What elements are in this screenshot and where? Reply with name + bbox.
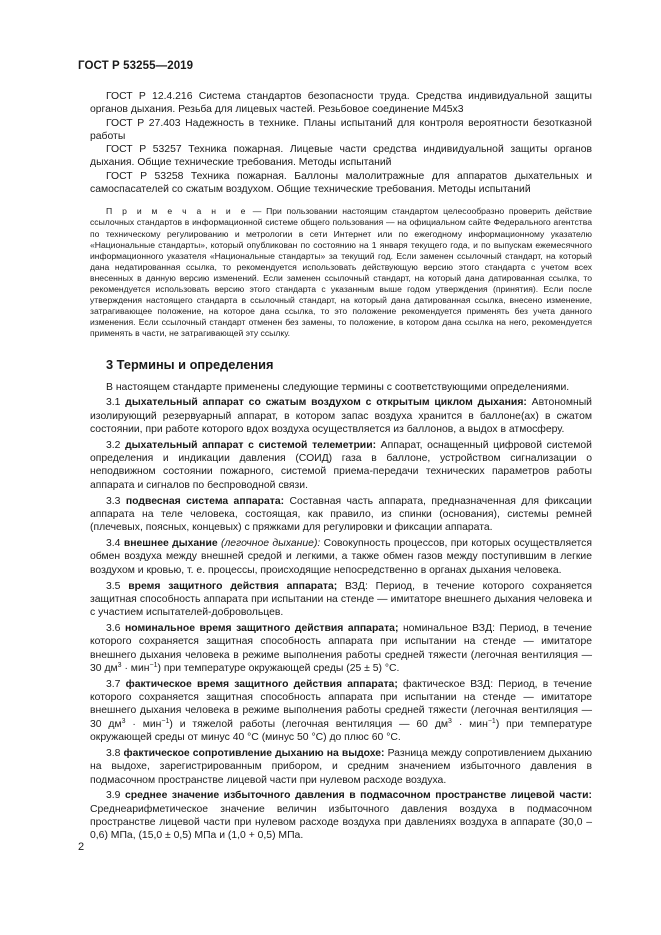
term-number: 3.4 <box>106 538 124 550</box>
term-name: подвесная система аппарата: <box>125 495 285 507</box>
term-name: номинальное время защитного действия аппарата; <box>124 623 399 635</box>
term-text: номинальное ВЗД: Период, в течение которого сохраняется защитная способность аппарата при испытании на стенде — имитаторе внешнего дыхания человека в режиме выполнения работы средней тяжести (легочная вентиляция — 30 дм <box>90 623 592 674</box>
term-name: дыхательный аппарат с системой телеметрии: <box>125 439 377 451</box>
section-heading: 3 Термины и определения <box>106 356 274 372</box>
term-text: фактическое ВЗД: Период, в течение которого сохраняется защитная способность аппарата при испытании на стенде — имитаторе внешнего дыхания человека в режиме выполнения работы средней тяжести (легочная вентиляция — 30 дм <box>90 678 592 730</box>
term-definition <box>90 495 592 535</box>
note-paragraph <box>90 206 592 339</box>
term-definition <box>90 396 592 436</box>
term-text: ) и тяжелой работы (легочная вентиляция — 60 дм <box>169 718 449 730</box>
term-number: 3.1 <box>106 397 126 409</box>
term-name: время защитного действия аппарата; <box>128 580 338 592</box>
section-intro: В настоящем стандарте применены следующие термины с соответствующими определениями. <box>106 381 570 393</box>
term-definition <box>90 678 592 744</box>
superscript: −1 <box>161 717 170 725</box>
term-number: 3.9 <box>106 790 126 802</box>
term-definition <box>90 622 592 675</box>
term-text: ) при температуре окружающей среды от минус 40 °С (минус 50 °С) до плюс 60 °С. <box>90 718 593 744</box>
term-number: 3.8 <box>106 747 124 759</box>
term-text: Составная часть аппарата, предназначенная для фиксации аппарата на теле человека, состоящая, как правило, из спинки (основания), системы ремней (плечевых, поясных, концевых) с пряжками для регулировки и фиксации аппарата. <box>90 495 592 534</box>
term-text: · мин <box>125 718 162 730</box>
term-name: дыхательный аппарат со сжатым воздухом с открытым циклом дыхания: <box>125 397 527 409</box>
term-text: Разница между сопротивлением дыханию на выдохе, зарегистрированным прибором, и средним значением избыточного давления в подмасочном пространстве лицевой части при нулевом расходе воздуха. <box>90 747 592 786</box>
term-number: 3.7 <box>106 678 126 690</box>
term-number: 3.3 <box>106 495 126 507</box>
superscript: −1 <box>487 717 496 725</box>
term-text: Автономный изолирующий резервуарный аппарат, в котором запас воздуха хранится в баллоне(ах) в сжатом состоянии, при работе которого вдох воздуха осуществляется из баллонов, а выдох в атмосферу. <box>90 397 592 435</box>
term-text: ВЗД: Период, в течение которого сохраняется защитная способность аппарата при испытании на стенде — имитаторе внешнего дыхания человека и с участием испытателей-добровольцев. <box>90 580 592 619</box>
reference-item: ГОСТ Р 53258 Техника пожарная. Баллоны малолитражные для аппаратов дыхательных и самоспасателей со сжатым воздухом. Общие технические требования. Методы испытаний <box>90 170 592 196</box>
term-definition <box>90 439 592 492</box>
term-text: Совокупность процессов, при которых осуществляется обмен воздуха между внешней средой и легкими, а также обмен газов между поступившим в легкие воздухом и кровью, т. е. процессы, происходящие непосредственно в органах дыхания человека. <box>90 538 592 576</box>
superscript: 3 <box>117 662 122 669</box>
normative-references-list <box>90 90 592 196</box>
term-number: 3.5 <box>106 580 129 592</box>
term-definition <box>90 747 592 787</box>
document-header: ГОСТ Р 53255—2019 <box>78 60 194 72</box>
superscript: 3 <box>448 717 452 725</box>
term-definition <box>90 789 592 842</box>
term-number: 3.6 <box>106 623 125 635</box>
term-text: Аппарат, оснащенный цифровой системой определения и индикации давления (СОИД) газа в баллоне, устройством сигнализации о неподвижном состоянии пожарного, системой приема-передачи технических параметров работы аппарата и сигналов по беспроводной связи. <box>90 439 592 491</box>
reference-item: ГОСТ Р 53257 Техника пожарная. Лицевые части средства индивидуальной защиты органов дыхания. Общие технические требования. Методы испытаний <box>90 144 592 169</box>
term-number: 3.2 <box>106 439 126 451</box>
term-synonym: (легочное дыхание): <box>217 538 321 550</box>
term-name: внешнее дыхание <box>123 538 218 550</box>
term-definition <box>90 580 592 620</box>
term-text: · мин <box>451 718 488 730</box>
note-text: — При пользовании настоящим стандартом целесообразно проверить действие ссылочных стандартов в информационной системе общего пользования — на официальном сайте Федерального агентства по техническому регулированию и метрологии в сети Интернет или по ежегодному информационному указателю «Национальные стандарты», который опубликован по состоянию на 1 января текущего года, и по выпускам ежемесячного информационного указателя «Национальные стандарты» за текущий год. Если заменен ссылочный стандарт, на который дана недатированная ссылка, то рекомендуется использовать действующую версию этого стандарта с учетом всех внесенных в данную версию изменений. Если заменен ссылочный стандарт, на который дана датированная ссылка, то рекомендуется использовать версию этого стандарта с указанным выше годом утверждения (принятия). Если после утверждения настоящего стандарта в ссылочный стандарт, на который дана датированная ссылка, внесено изменение, затрагивающее положение, на которое дана ссылка, то это положение рекомендуется применять без учета данного изменения. Если ссылочный стандарт отменен без замены, то положение, в котором дана ссылка на него, рекомендуется применять в части, не затрагивающей эту ссылку. <box>90 206 592 339</box>
page-content <box>90 90 592 843</box>
terms-list <box>90 381 592 843</box>
term-text: ) при температуре окружающей среды (25 ± 5) °С. <box>157 663 400 674</box>
term-text: Среднеарифметическое значение величин избыточного давления воздуха в подмасочном пространстве лицевой части при нулевом расходе воздуха при давлениях воздуха в аппарате (30,0 – 0,6) МПа, (15,0 ± 0,5) МПа и (1,0 + 0,5) МПа. <box>90 803 592 842</box>
term-name: фактическое сопротивление дыханию на выдохе: <box>123 747 385 759</box>
page-number: 2 <box>78 841 85 853</box>
reference-item: ГОСТ Р 27.403 Надежность в технике. Планы испытаний для контроля вероятности безотказной работы <box>90 117 592 142</box>
term-text: · мин <box>121 663 150 674</box>
term-name: фактическое время защитного действия аппарата; <box>125 678 398 690</box>
note-label: П р и м е ч а н и е <box>106 206 249 217</box>
term-name: среднее значение избыточного давления в подмасочном пространстве лицевой части: <box>125 790 592 802</box>
reference-item: ГОСТ Р 12.4.216 Система стандартов безопасности труда. Средства индивидуальной защиты органов дыхания. Резьба для лицевых частей. Резьбовое соединение М45х3 <box>90 91 592 116</box>
superscript: 3 <box>121 717 126 725</box>
term-definition <box>90 537 592 577</box>
superscript: −1 <box>149 662 158 669</box>
